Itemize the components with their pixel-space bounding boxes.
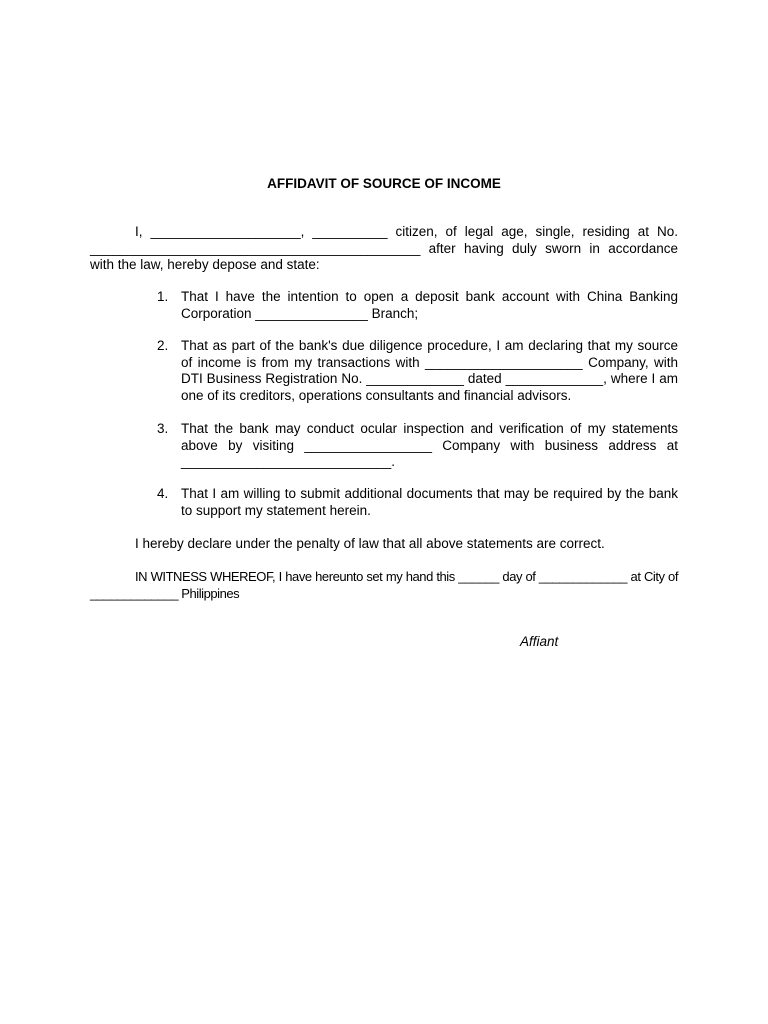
item-text: That I have the intention to open a deposit bank account with China Banking Corporation _______________ Branch; <box>181 289 678 321</box>
statement-item-4 <box>157 486 678 519</box>
affiant-label: Affiant <box>520 634 559 649</box>
intro-paragraph: I, ____________________, __________ citizen, of legal age, single, residing at No. ____________________________________________ after having duly sworn in accordance with the law, hereby depose and state: <box>90 224 678 272</box>
statement-item-1 <box>157 289 678 322</box>
item-number: 3. <box>157 421 169 436</box>
witness-clause: IN WITNESS WHEREOF, I have hereunto set my hand this ______ day of _____________ at City of _____________ Philippines <box>90 569 678 601</box>
statement-item-2 <box>157 338 678 404</box>
item-text: That I am willing to submit additional documents that may be required by the bank to support my statement herein. <box>181 486 678 518</box>
item-number: 2. <box>157 338 169 353</box>
item-number: 4. <box>157 486 169 501</box>
item-text: That the bank may conduct ocular inspection and verification of my statements above by visiting _________________ Company with business address at ____________________________. <box>181 421 678 469</box>
statement-item-3 <box>157 421 678 471</box>
item-number: 1. <box>157 289 169 304</box>
item-text: That as part of the bank's due diligence procedure, I am declaring that my source of income is from my transactions with _____________________ Company, with DTI Business Registration No. _____________ dated _____________, where I am one of its creditors, operations consultants and financial advisors. <box>181 338 678 403</box>
declaration-statement: I hereby declare under the penalty of law that all above statements are correct. <box>135 536 605 551</box>
document-title: AFFIDAVIT OF SOURCE OF INCOME <box>267 176 501 191</box>
